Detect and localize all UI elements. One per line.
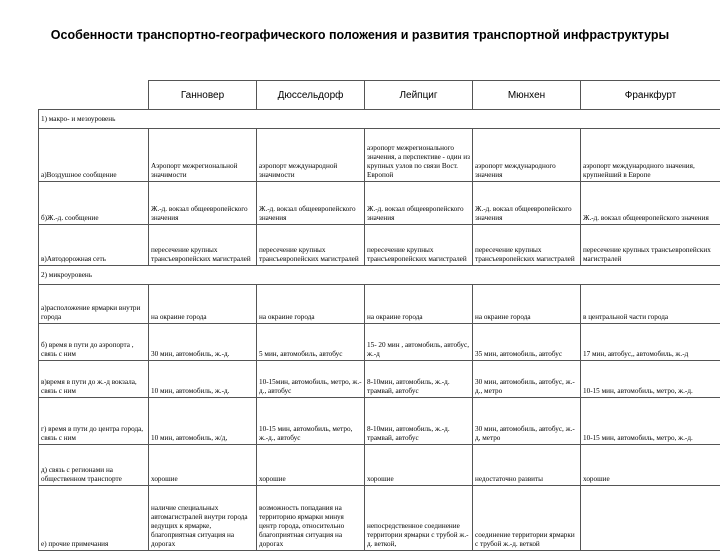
row-label: б)Ж.-д. сообщение	[39, 182, 149, 225]
table-cell: 30 мин, автомобиль, автобус, ж.-д., метро	[473, 361, 581, 398]
table-cell: хорошие	[257, 445, 365, 486]
table-row	[39, 182, 720, 225]
table-cell: хорошие	[365, 445, 473, 486]
table-row	[39, 129, 720, 182]
table-cell: Ж.-д. вокзал общеевропейского значения	[365, 182, 473, 225]
table-cell: аэропорт международного значения	[473, 129, 581, 182]
table-cell: непосредственное соединение территории ярмарки с трубой ж.-д. веткой,	[365, 486, 473, 551]
row-label: е) прочие примечания	[39, 486, 149, 551]
table-cell: на окраине города	[149, 285, 257, 324]
table-row	[39, 324, 720, 361]
section-row	[39, 266, 720, 285]
table-cell: на окраине города	[473, 285, 581, 324]
table-cell: 8-10мин, автомобиль, ж.-д. трамвай, автобус	[365, 361, 473, 398]
column-header: Франкфурт	[581, 81, 720, 110]
row-label: а)Воздушное сообщение	[39, 129, 149, 182]
comparison-table	[38, 80, 720, 551]
row-label: а)расположение ярмарки внутри города	[39, 285, 149, 324]
table-row	[39, 445, 720, 486]
table-cell: 10-15мин, автомобиль, метро, ж.-д., автобус	[257, 361, 365, 398]
table-cell	[581, 486, 720, 551]
table-cell: 10-15 мин, автомобиль, метро, ж.-д.	[581, 361, 720, 398]
table-cell: 10 мин, автомобиль, ж.-д.	[149, 361, 257, 398]
table-cell: на окраине города	[257, 285, 365, 324]
table-cell: 8-10мин, автомобиль, ж.-д. трамвай, автобус	[365, 398, 473, 445]
section-label: 1) макро- и мезоуровень	[39, 110, 720, 129]
table-cell: 30 мин, автомобиль, ж.-д.	[149, 324, 257, 361]
table-cell: 17 мин, автобус,, автомобиль, ж.-д	[581, 324, 720, 361]
table-cell: в центральной части города	[581, 285, 720, 324]
table-cell: 10 мин, автомобиль, ж/д,	[149, 398, 257, 445]
table-cell: на окраине города	[365, 285, 473, 324]
table-cell: хорошие	[581, 445, 720, 486]
table-row	[39, 285, 720, 324]
section-row	[39, 110, 720, 129]
header-row	[39, 81, 720, 110]
corner-cell	[39, 81, 149, 110]
table-cell: пересечение крупных трансъевропейских магистралей	[257, 225, 365, 266]
table-cell: Аэропорт межрегиональной значимости	[149, 129, 257, 182]
table-cell: 15- 20 мин , автомобиль, автобус, ж.-д	[365, 324, 473, 361]
table-cell: хорошие	[149, 445, 257, 486]
table-cell: наличие специальных автомагистралей внутри города ведущих к ярмарке, благоприятная ситуация на дорогах	[149, 486, 257, 551]
table-row	[39, 486, 720, 551]
section-label: 2) микроуровень	[39, 266, 720, 285]
table-cell: пересечение крупных трансъевропейских магистралей	[473, 225, 581, 266]
table-cell: аэропорт международной значимости	[257, 129, 365, 182]
table-cell: 10-15 мин, автомобиль, метро, ж.-д.	[581, 398, 720, 445]
row-label: в)Автодорожная сеть	[39, 225, 149, 266]
table-cell: Ж.-д. вокзал общеевропейского значения	[581, 182, 720, 225]
table-cell: 10-15 мин, автомобиль, метро, ж.-д., автобус	[257, 398, 365, 445]
table-cell: возможность попадания на территорию ярмарки минуя центр города, относительно благоприятная ситуация на дорогах	[257, 486, 365, 551]
column-header: Мюнхен	[473, 81, 581, 110]
table-row	[39, 398, 720, 445]
table-cell: 30 мин, автомобиль, автобус, ж.-д, метро	[473, 398, 581, 445]
column-header: Ганновер	[149, 81, 257, 110]
table-row	[39, 225, 720, 266]
table-cell: пересечение крупных трансъевропейских магистралей	[581, 225, 720, 266]
row-label: д) связь с регионами на общественном транспорте	[39, 445, 149, 486]
column-header: Лейпциг	[365, 81, 473, 110]
row-label: г) время в пути до центра города, связь с ним	[39, 398, 149, 445]
table-cell: 5 мин, автомобиль, автобус	[257, 324, 365, 361]
column-header: Дюссельдорф	[257, 81, 365, 110]
table-cell: 35 мин, автомобиль, автобус	[473, 324, 581, 361]
table-row	[39, 361, 720, 398]
table-cell: соединение территории ярмарки с трубой ж.-д. веткой	[473, 486, 581, 551]
table-cell: пересечение крупных трансъевропейских магистралей	[365, 225, 473, 266]
table-cell: аэропорт международного значения, крупнейший в Европе	[581, 129, 720, 182]
page-title: Особенности транспортно-географического положения и развития транспортной инфраструктуры	[40, 26, 680, 44]
table-cell: пересечение крупных трансъевропейских магистралей	[149, 225, 257, 266]
table-cell: аэропорт межрегионального значения, а перспективе - один из крупных узлов по связи Вост. Европой	[365, 129, 473, 182]
table-cell: Ж.-д. вокзал общеевропейского значения	[149, 182, 257, 225]
table-cell: Ж.-д. вокзал общеевропейского значения	[473, 182, 581, 225]
table-cell: недостаточно развиты	[473, 445, 581, 486]
row-label: в)время в пути до ж.-д вокзала, связь с ним	[39, 361, 149, 398]
row-label: б) время в пути до аэропорта , связь с ним	[39, 324, 149, 361]
table-cell: Ж.-д. вокзал общеевропейского значения	[257, 182, 365, 225]
